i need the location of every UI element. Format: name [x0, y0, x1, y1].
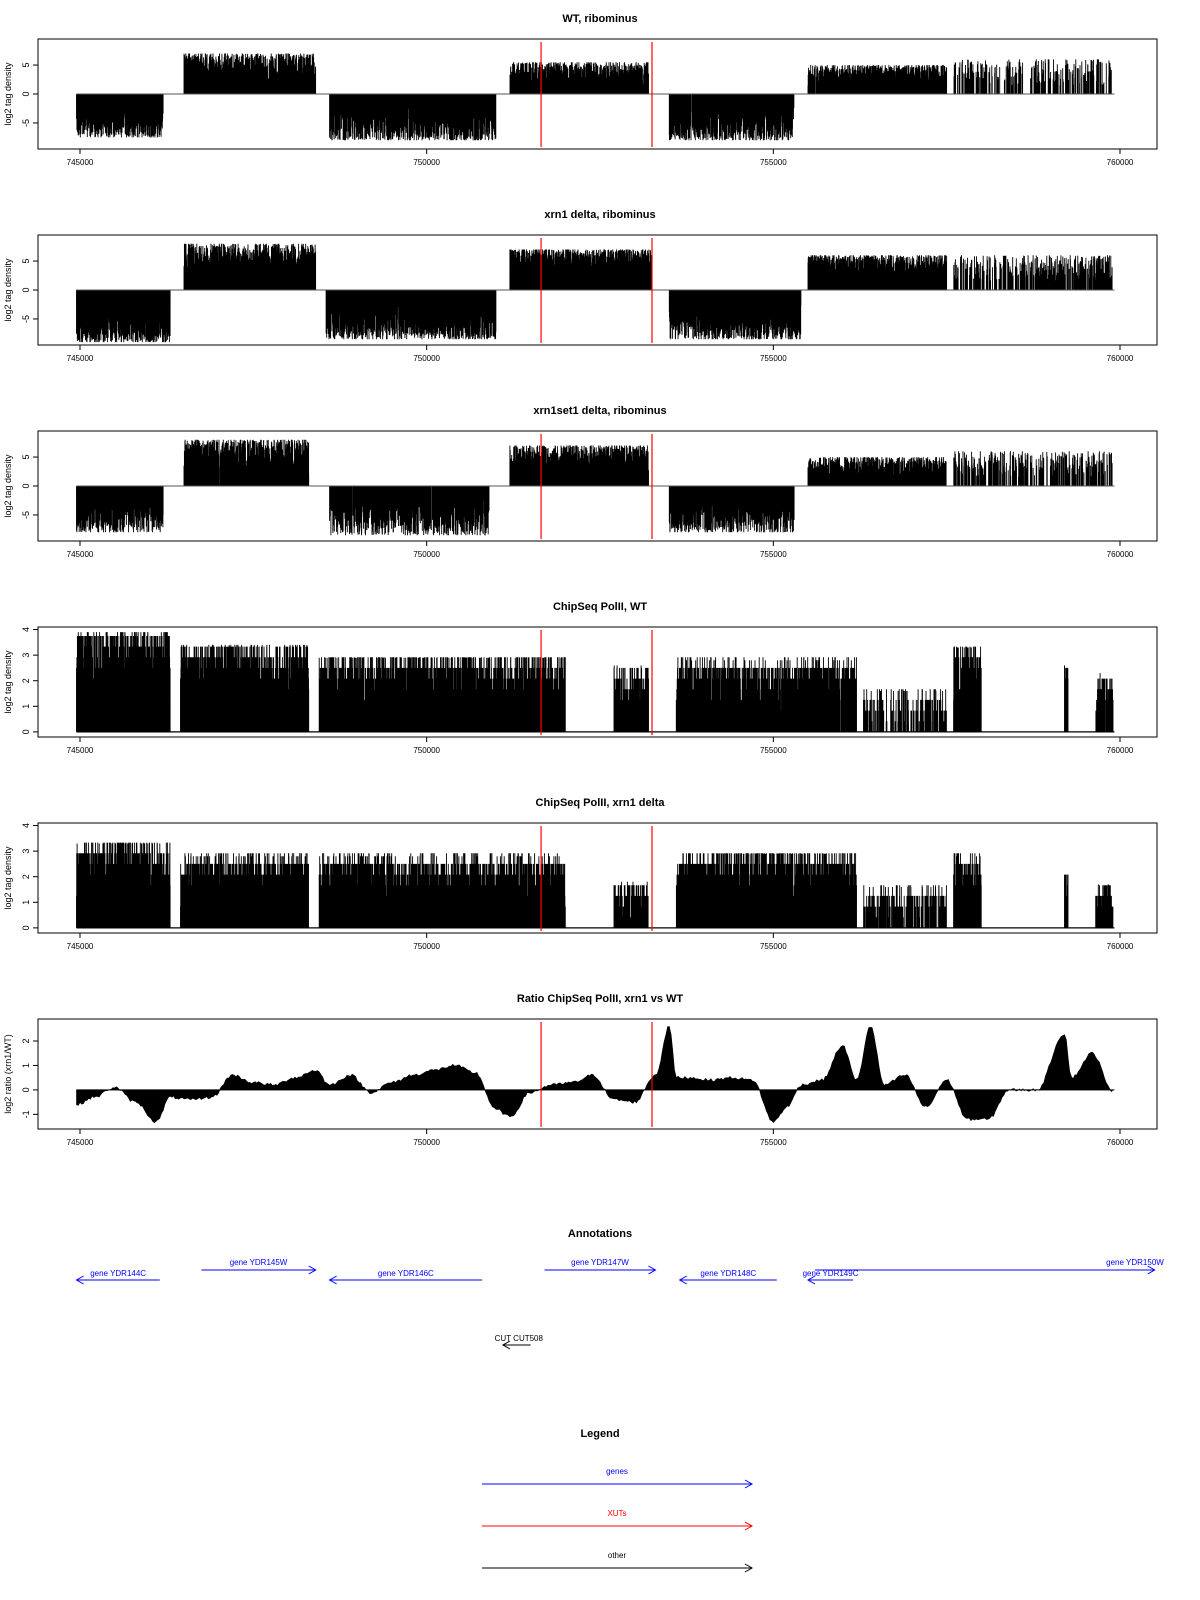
- gene-annotation: [77, 1269, 160, 1284]
- gene-label: gene YDR148C: [700, 1269, 757, 1278]
- x-tick-label: 755000: [759, 1138, 787, 1147]
- panel-title: WT, ribominus: [562, 13, 638, 25]
- track-panel: [3, 405, 1157, 559]
- x-tick-label: 760000: [1106, 158, 1134, 167]
- legend-item: [482, 1509, 752, 1530]
- y-tick-label: 2: [21, 874, 31, 880]
- y-tick-label: -5: [21, 510, 31, 519]
- density-bars: [77, 54, 1112, 141]
- y-tick-label: 0: [21, 91, 31, 97]
- y-tick-label: 0: [21, 925, 31, 931]
- track-panel: [3, 13, 1157, 167]
- x-tick-label: 745000: [66, 1138, 94, 1147]
- legend-title: Legend: [580, 1428, 620, 1440]
- y-tick-label: 0: [21, 287, 31, 293]
- y-tick-label: 2: [21, 1038, 31, 1044]
- data-series: [77, 244, 1115, 342]
- y-tick-label: 5: [21, 258, 31, 264]
- y-axis-label: log2 ratio (xrn1/WT): [3, 1034, 13, 1114]
- panel-title: xrn1 delta, ribominus: [544, 209, 656, 221]
- gene-label: gene YDR150W: [1106, 1258, 1164, 1267]
- density-bars: [77, 632, 1114, 732]
- x-tick-label: 755000: [759, 354, 787, 363]
- x-tick-label: 745000: [66, 942, 94, 951]
- x-tick-label: 755000: [759, 942, 787, 951]
- density-bars: [77, 843, 1113, 928]
- gene-annotation: [545, 1258, 656, 1274]
- track-panel: [3, 601, 1157, 755]
- x-tick-label: 760000: [1106, 354, 1134, 363]
- density-bars: [77, 440, 1113, 536]
- gene-annotation: [201, 1258, 315, 1274]
- y-tick-label: 4: [21, 627, 31, 633]
- legend-label: XUTs: [607, 1509, 627, 1518]
- x-tick-label: 755000: [759, 550, 787, 559]
- legend: [482, 1428, 752, 1572]
- x-tick-label: 760000: [1106, 550, 1134, 559]
- ratio-area: [77, 1027, 1114, 1123]
- data-series: [77, 1027, 1115, 1123]
- x-tick-label: 750000: [413, 942, 441, 951]
- panel-title: Ratio ChipSeq PolII, xrn1 vs WT: [516, 993, 684, 1005]
- gene-label: gene YDR146C: [377, 1269, 434, 1278]
- y-axis-label: log2 tag density: [3, 454, 13, 518]
- legend-label: other: [607, 1551, 627, 1560]
- y-tick-label: 0: [21, 729, 31, 735]
- x-tick-label: 745000: [66, 158, 94, 167]
- data-series: [77, 54, 1115, 141]
- density-bars: [77, 244, 1113, 342]
- y-tick-label: 0: [21, 483, 31, 489]
- y-tick-label: 5: [21, 454, 31, 460]
- x-tick-label: 745000: [66, 354, 94, 363]
- y-tick-label: 1: [21, 899, 31, 905]
- y-axis-label: log2 tag density: [3, 62, 13, 126]
- x-tick-label: 745000: [66, 746, 94, 755]
- gene-label: gene YDR147W: [571, 1258, 629, 1267]
- track-panel: [3, 993, 1157, 1147]
- track-panel: [3, 209, 1157, 363]
- data-series: [77, 632, 1115, 732]
- panel-title: xrn1set1 delta, ribominus: [533, 405, 667, 417]
- panel-title: ChipSeq PolII, WT: [552, 601, 648, 613]
- y-axis-label: log2 tag density: [3, 846, 13, 910]
- gene-label: gene YDR144C: [90, 1269, 147, 1278]
- x-tick-label: 750000: [413, 1138, 441, 1147]
- y-tick-label: 4: [21, 823, 31, 829]
- x-tick-label: 750000: [413, 746, 441, 755]
- y-tick-label: 1: [21, 1062, 31, 1068]
- gene-annotation: [803, 1269, 859, 1284]
- x-tick-label: 750000: [413, 354, 441, 363]
- x-tick-label: 745000: [66, 550, 94, 559]
- data-series: [77, 843, 1115, 928]
- gene-label: gene YDR145W: [229, 1258, 288, 1267]
- gene-label: gene YDR149C: [802, 1269, 859, 1278]
- y-tick-label: -5: [21, 118, 31, 127]
- other-annotation: [495, 1334, 544, 1349]
- annotations-section: [77, 1228, 1165, 1349]
- x-tick-label: 755000: [759, 158, 787, 167]
- annotations-title: Annotations: [567, 1228, 633, 1240]
- y-tick-label: 3: [21, 652, 31, 658]
- y-tick-label: 5: [21, 62, 31, 68]
- x-tick-label: 760000: [1106, 746, 1134, 755]
- track-panel: [3, 797, 1157, 951]
- y-tick-label: 3: [21, 848, 31, 854]
- y-tick-label: -1: [21, 1110, 31, 1119]
- x-tick-label: 755000: [759, 746, 787, 755]
- gene-annotation: [680, 1269, 777, 1284]
- y-tick-label: -5: [21, 314, 31, 323]
- panel-title: ChipSeq PolII, xrn1 delta: [535, 797, 665, 809]
- x-tick-label: 760000: [1106, 942, 1134, 951]
- legend-item: [482, 1467, 752, 1488]
- y-axis-label: log2 tag density: [3, 258, 13, 322]
- legend-label: genes: [606, 1467, 628, 1476]
- x-tick-label: 750000: [413, 550, 441, 559]
- x-tick-label: 760000: [1106, 1138, 1134, 1147]
- track-panels: [3, 13, 1157, 1147]
- annotation-tracks: [77, 1258, 1165, 1349]
- legend-items: [482, 1467, 752, 1572]
- gene-annotation: [815, 1258, 1164, 1274]
- y-tick-label: 2: [21, 678, 31, 684]
- y-tick-label: 1: [21, 703, 31, 709]
- y-tick-label: 0: [21, 1087, 31, 1093]
- x-tick-label: 750000: [413, 158, 441, 167]
- y-axis-label: log2 tag density: [3, 650, 13, 714]
- data-series: [77, 440, 1115, 536]
- other-label: CUT CUT508: [494, 1334, 543, 1343]
- gene-annotation: [330, 1269, 483, 1284]
- legend-item: [482, 1551, 752, 1572]
